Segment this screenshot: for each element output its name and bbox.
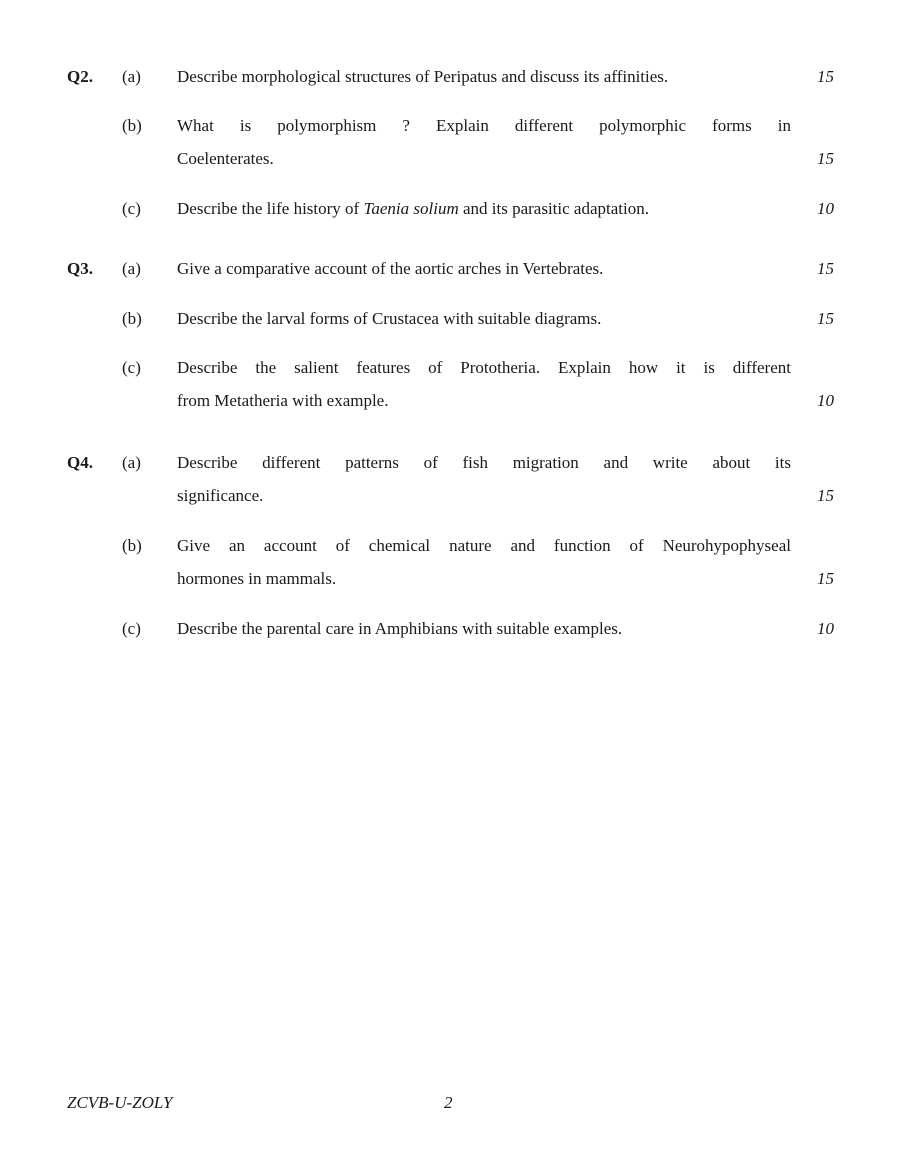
question-text-line: Describe the larval forms of Crustacea with suitable diagrams.: [177, 309, 602, 328]
question-text: [177, 358, 791, 424]
marks: 15: [817, 486, 834, 505]
question-text: [177, 199, 791, 232]
question-number: Q2.: [67, 67, 93, 86]
question-text-line: Give a comparative account of the aortic arches in Vertebrates.: [177, 259, 604, 278]
paper-code: ZCVB-U-ZOLY: [67, 1093, 173, 1112]
question-text: [177, 309, 791, 342]
text-segment: and its parasitic adaptation.: [458, 199, 649, 218]
question-text-line: significance.: [177, 486, 264, 505]
marks: 10: [817, 619, 834, 638]
question-number: Q4.: [67, 453, 93, 472]
question-number: Q3.: [67, 259, 93, 278]
marks: 15: [817, 309, 834, 328]
part-label: (a): [122, 259, 141, 278]
part-label: (b): [122, 536, 142, 555]
question-text-line: Describe morphological structures of Peripatus and discuss its affinities.: [177, 67, 669, 86]
part-label: (a): [122, 453, 141, 472]
question-text-line: hormones in mammals.: [177, 569, 337, 588]
part-label: (c): [122, 358, 141, 377]
question-text-line: [177, 199, 791, 232]
question-text-line: Coelenterates.: [177, 149, 274, 168]
marks: 15: [817, 149, 834, 168]
part-label: (b): [122, 309, 142, 328]
text-segment: Describe the life history of: [177, 199, 364, 218]
question-text-line: Describe the parental care in Amphibians with suitable examples.: [177, 619, 623, 638]
marks: 10: [817, 199, 834, 218]
question-text: [177, 259, 791, 292]
question-text-line: What is polymorphism ? Explain different polymorphic forms in: [177, 116, 791, 135]
part-label: (c): [122, 619, 141, 638]
question-text-line: Give an account of chemical nature and function of Neurohypophyseal: [177, 536, 791, 555]
page-number: 2: [444, 1093, 453, 1112]
question-text: [177, 619, 791, 652]
question-text-line: Describe different patterns of fish migration and write about its: [177, 453, 791, 472]
species-name: Taenia solium: [363, 199, 459, 218]
question-text: [177, 116, 791, 182]
part-label: (c): [122, 199, 141, 218]
question-text: [177, 453, 791, 519]
question-text-line: from Metatheria with example.: [177, 391, 389, 410]
marks: 15: [817, 259, 834, 278]
part-label: (a): [122, 67, 141, 86]
marks: 10: [817, 391, 834, 410]
marks: 15: [817, 569, 834, 588]
question-text: [177, 67, 791, 100]
marks: 15: [817, 67, 834, 86]
question-text: [177, 536, 791, 602]
question-text-line: Describe the salient features of Prototheria. Explain how it is different: [177, 358, 791, 377]
part-label: (b): [122, 116, 142, 135]
